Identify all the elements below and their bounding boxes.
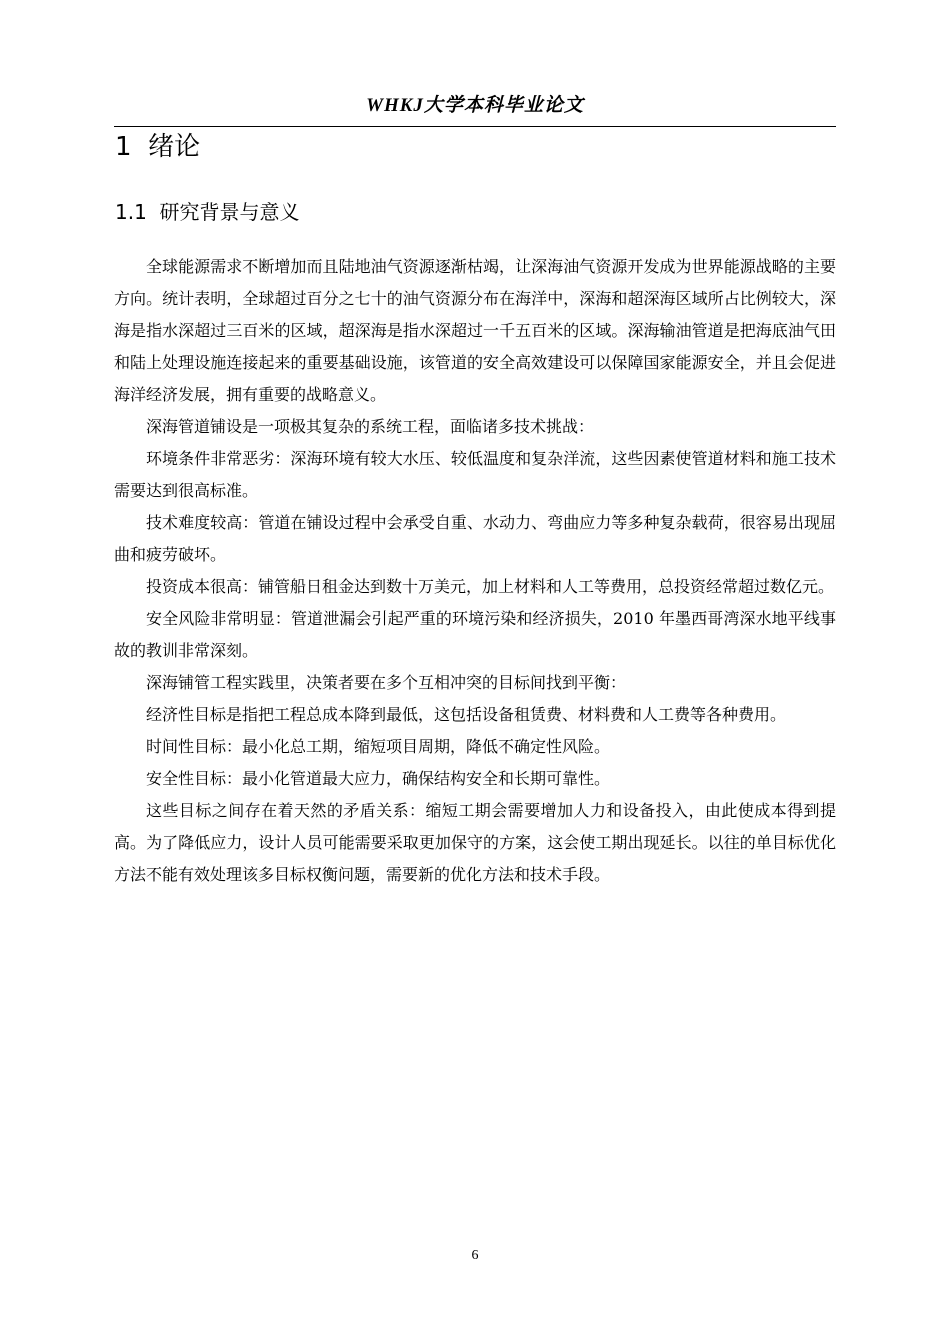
paragraph: 经济性目标是指把工程总成本降到最低，这包括设备租赁费、材料费和人工费等各种费用。	[146, 705, 787, 724]
paragraph: 环境条件非常恶劣：深海环境有较大水压、较低温度和复杂洋流，这些因素使管道材料和施工技术需要达到很高标准。	[114, 449, 836, 500]
paragraph: 深海管道铺设是一项极其复杂的系统工程，面临诸多技术挑战：	[146, 417, 595, 436]
paragraph: 这些目标之间存在着天然的矛盾关系：缩短工期会需要增加人力和设备投入，由此使成本得到提高。为了降低应力，设计人员可能需要采取更加保守的方案，这会使工期出现延长。以往的单目标优化方法不能有效处理该多目标权衡问题，需要新的优化方法和技术手段。	[114, 801, 836, 884]
paragraph: 技术难度较高：管道在铺设过程中会承受自重、水动力、弯曲应力等多种复杂载荷，很容易出现屈曲和疲劳破坏。	[114, 513, 836, 564]
paragraph: 投资成本很高：铺管船日租金达到数十万美元，加上材料和人工等费用，总投资经常超过数亿元。	[146, 577, 835, 596]
paragraph: 深海铺管工程实践里，决策者要在多个互相冲突的目标间找到平衡：	[146, 673, 627, 692]
paragraph: 全球能源需求不断增加而且陆地油气资源逐渐枯竭，让深海油气资源开发成为世界能源战略的主要方向。统计表明，全球超过百分之七十的油气资源分布在海洋中，深海和超深海区域所占比例较大，深海是指水深超过三百米的区域，超深海是指水深超过一千五百米的区域。深海输油管道是把海底油气田和陆上处理设施连接起来的重要基础设施，该管道的安全高效建设可以保障国家能源安全，并且会促进海洋经济发展，拥有重要的战略意义。	[114, 257, 836, 404]
section-title: 1.1 研究背景与意义	[115, 200, 300, 224]
running-header: WHKJ大学本科毕业论文	[366, 95, 584, 116]
paragraph: 安全风险非常明显：管道泄漏会引起严重的环境污染和经济损失，2010 年墨西哥湾深水地平线事故的教训非常深刻。	[114, 609, 836, 660]
paragraph: 安全性目标：最小化管道最大应力，确保结构安全和长期可靠性。	[146, 769, 611, 788]
paragraph: 时间性目标：最小化总工期，缩短项目周期，降低不确定性风险。	[146, 737, 611, 756]
chapter-title: 1 绪论	[115, 132, 201, 162]
page-number: 6	[471, 1248, 479, 1263]
header-rule	[114, 126, 836, 127]
body-text	[114, 251, 836, 891]
